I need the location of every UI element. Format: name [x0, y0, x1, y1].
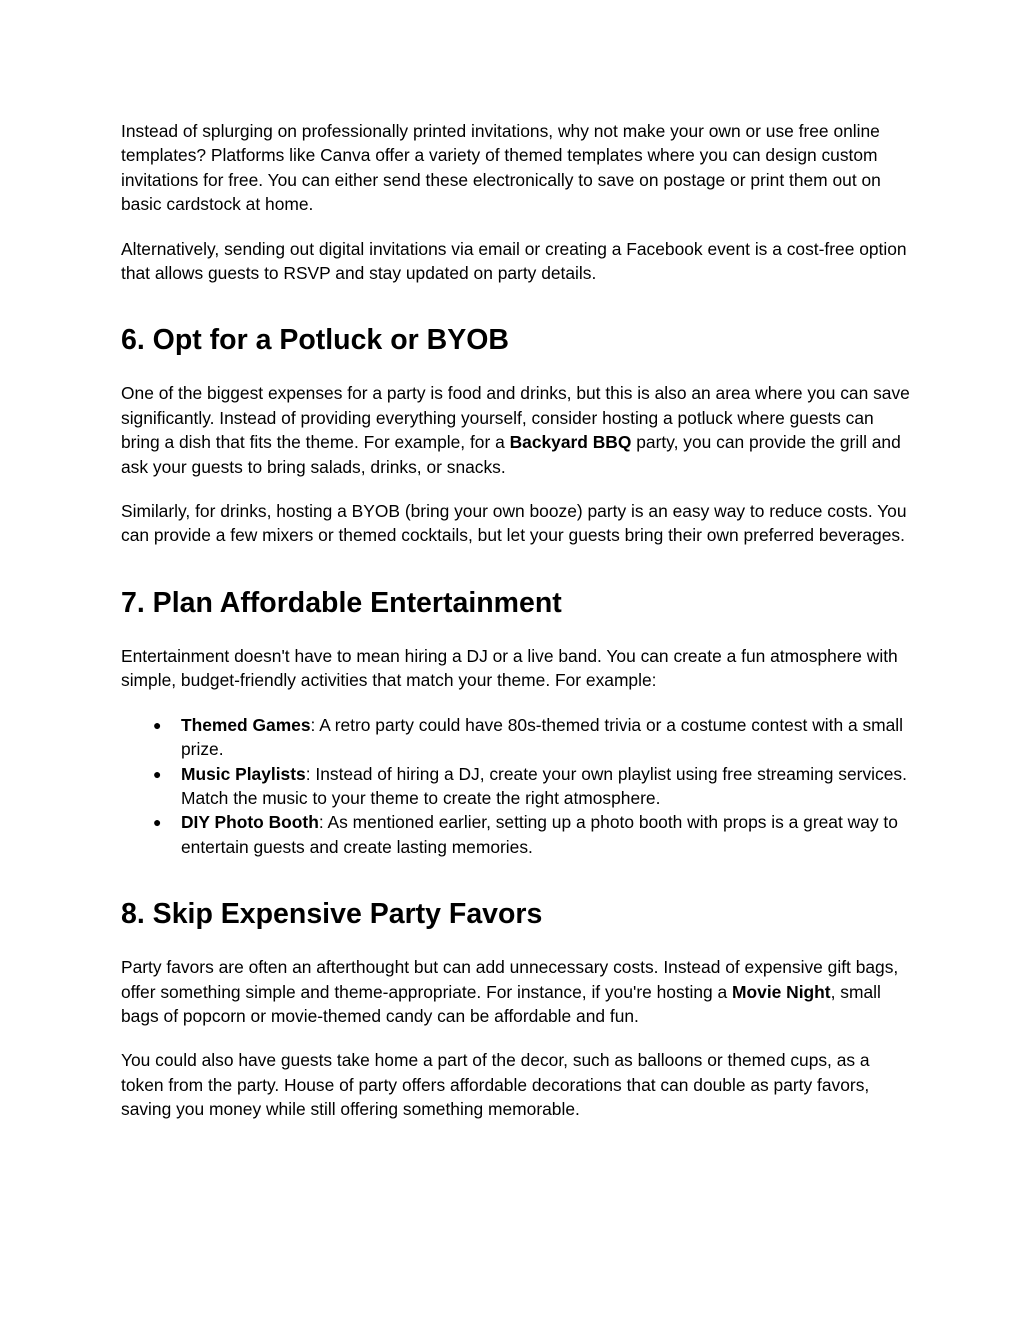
- bold-term-backyard-bbq: Backyard BBQ: [509, 432, 632, 453]
- section-7-paragraph-1: Entertainment doesn't have to mean hiring a DJ or a live band. You can create a fun atmosphere with simple, budget-friendly activities that match your theme. For example:: [121, 645, 898, 691]
- bullet-term: Themed Games: [181, 714, 311, 735]
- section-8-heading: 8. Skip Expensive Party Favors: [121, 898, 543, 931]
- document-page: [121, 119, 911, 1122]
- bullet-term: Music Playlists: [181, 763, 306, 784]
- text-run: party, you can provide the grill and ask your guests to bring salads, drinks, or snacks.: [121, 432, 901, 477]
- bold-term-movie-night: Movie Night: [732, 981, 831, 1002]
- text-run: Party favors are often an afterthought but can add unnecessary costs. Instead of expensive gift bags, offer something simple and theme-appropriate. For instance, if you're hosting a: [121, 957, 899, 1002]
- bullet-icon: ●: [153, 765, 162, 782]
- section-7-heading: 7. Plan Affordable Entertainment: [121, 586, 562, 619]
- bullet-text: : Instead of hiring a DJ, create your own playlist using free streaming services. Match the music to your theme to create the right atmosphere.: [181, 763, 907, 808]
- list-item: [121, 713, 911, 762]
- bullet-text: : As mentioned earlier, setting up a photo booth with props is a great way to entertain guests and create lasting memories.: [181, 812, 898, 857]
- intro-paragraph-2: Alternatively, sending out digital invitations via email or creating a Facebook event is a cost-free option that allows guests to RSVP and stay updated on party details.: [121, 238, 907, 284]
- bullet-icon: ●: [153, 814, 162, 831]
- section-6-paragraph-2: Similarly, for drinks, hosting a BYOB (bring your own booze) party is an easy way to reduce costs. You can provide a few mixers or themed cocktails, but let your guests bring their own preferred beverages.: [121, 501, 907, 546]
- section-6-paragraph-1: [121, 381, 911, 479]
- section-8-paragraph-1: [121, 955, 911, 1028]
- bullet-icon: ●: [153, 716, 162, 733]
- bullet-term: DIY Photo Booth: [181, 812, 319, 833]
- bullet-text: : A retro party could have 80s-themed trivia or a costume contest with a small prize.: [181, 714, 904, 760]
- section-6-heading: 6. Opt for a Potluck or BYOB: [121, 324, 509, 357]
- list-item: [121, 810, 911, 859]
- text-run: , small bags of popcorn or movie-themed candy can be affordable and fun.: [121, 981, 881, 1026]
- intro-paragraph-1: Instead of splurging on professionally printed invitations, why not make your own or use free online templates? Platforms like Canva offer a variety of themed templates where you can design custom invitations for free. You can either send these electronically to save on postage or print them out on basic cardstock at home.: [121, 121, 881, 215]
- entertainment-bullet-list: [121, 713, 911, 859]
- text-run: One of the biggest expenses for a party is food and drinks, but this is also an area where you can save significantly. Instead of providing everything yourself, consider hosting a potluck where guests can bring a dish that fits the theme. For example, for a: [121, 383, 910, 453]
- section-8-paragraph-2: You could also have guests take home a part of the decor, such as balloons or themed cups, as a token from the party. House of party offers affordable decorations that can double as party favors, saving you money while still offering something memorable.: [121, 1050, 870, 1120]
- list-item: [121, 762, 911, 811]
